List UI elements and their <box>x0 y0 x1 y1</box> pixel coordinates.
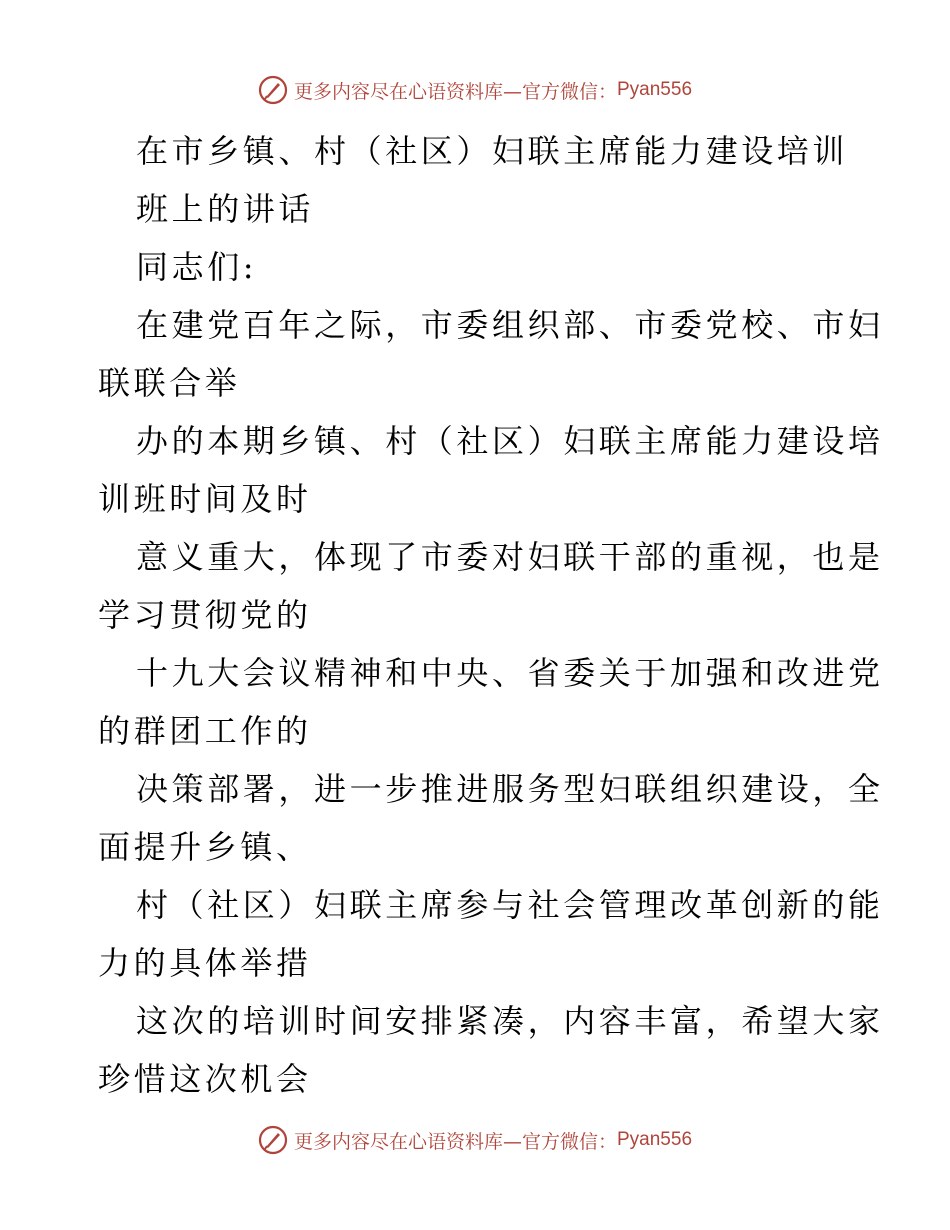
watermark-contact: Pyan556 <box>617 79 693 100</box>
watermark-text: 更多内容尽在心语资料库—官方微信： <box>293 1130 617 1153</box>
watermark-text: 更多内容尽在心语资料库—官方微信： <box>293 80 617 103</box>
salutation: 同志们: <box>136 248 258 286</box>
footer-watermark-banner <box>0 1122 950 1158</box>
paragraph-line: 力的具体举措 <box>98 944 312 982</box>
paragraph-line: 面提升乡镇、 <box>98 828 312 866</box>
document-title-line-1: 在市乡镇、村（社区）妇联主席能力建设培训 <box>136 132 849 170</box>
header-watermark-banner <box>0 72 950 108</box>
paragraph-line: 办的本期乡镇、村（社区）妇联主席能力建设培 <box>136 422 884 460</box>
paragraph-line: 在建党百年之际，市委组织部、市委党校、市妇 <box>136 306 884 344</box>
paragraph-line: 意义重大，体现了市委对妇联干部的重视，也是 <box>136 538 884 576</box>
paragraph-line: 联联合举 <box>98 364 241 402</box>
feather-pen-logo-icon <box>258 75 288 105</box>
paragraph-line: 决策部署，进一步推进服务型妇联组织建设，全 <box>136 770 884 808</box>
document-body <box>98 122 884 1108</box>
feather-pen-logo-icon <box>258 1125 288 1155</box>
paragraph-line: 十九大会议精神和中央、省委关于加强和改进党 <box>136 654 884 692</box>
paragraph-line: 这次的培训时间安排紧凑，内容丰富，希望大家 <box>136 1002 884 1040</box>
document-title-line-2: 班上的讲话 <box>136 190 315 228</box>
paragraph-line: 珍惜这次机会 <box>98 1060 312 1098</box>
paragraph-line: 学习贯彻党的 <box>98 596 312 634</box>
paragraph-line: 训班时间及时 <box>98 480 312 518</box>
paragraph-line: 的群团工作的 <box>98 712 312 750</box>
watermark-contact: Pyan556 <box>617 1129 693 1150</box>
paragraph-line: 村（社区）妇联主席参与社会管理改革创新的能 <box>136 886 884 924</box>
